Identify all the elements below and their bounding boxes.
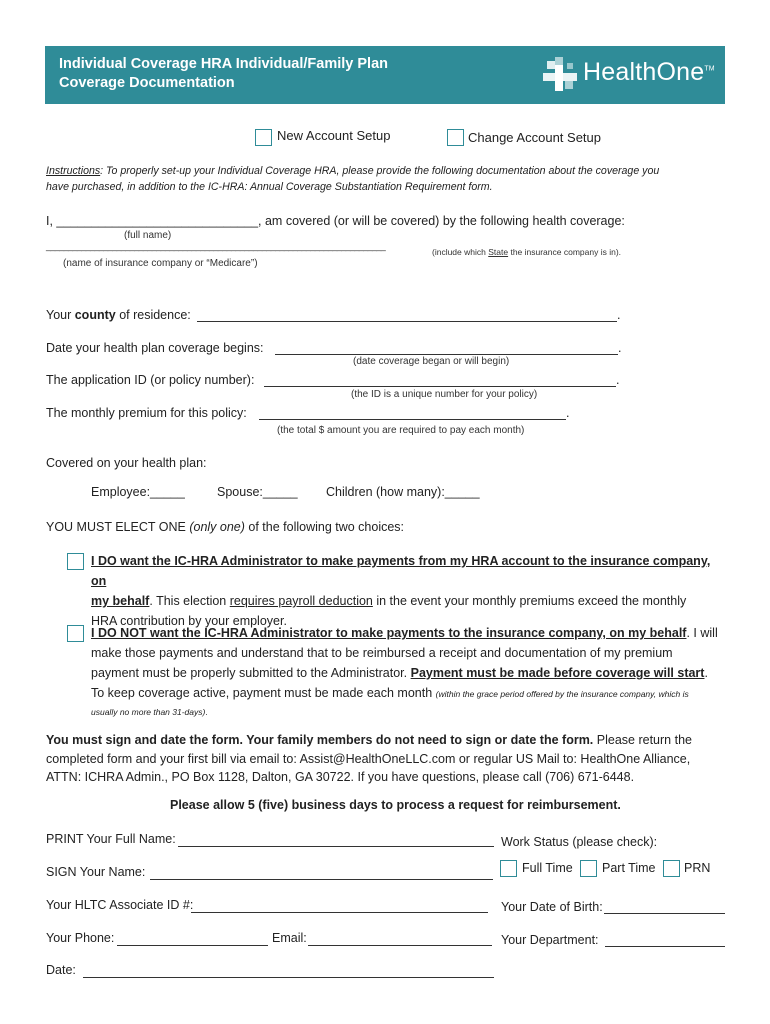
email-label: Email: bbox=[272, 931, 307, 945]
full-name-blank[interactable]: _____________________________ bbox=[56, 214, 259, 228]
processing-notice: Please allow 5 (five) business days to process a request for reimbursement. bbox=[170, 798, 621, 812]
instructions-line1: Instructions: To properly set-up your Individual Coverage HRA, please provide the following documentation about the coverage you bbox=[46, 165, 660, 177]
coverage-date-period: . bbox=[618, 341, 622, 355]
insurance-company-blank[interactable]: _____________________________________________________________________________ bbox=[46, 241, 386, 251]
county-period: . bbox=[617, 308, 621, 322]
healthone-logo bbox=[543, 56, 718, 94]
county-label: Your county of residence: bbox=[46, 308, 191, 322]
premium-input-line[interactable] bbox=[259, 419, 566, 420]
healthone-logo-mark-icon bbox=[543, 57, 579, 93]
form-title-line2: Coverage Documentation bbox=[59, 75, 235, 91]
premium-period: . bbox=[566, 406, 570, 420]
associate-id-label: Your HLTC Associate ID #: bbox=[46, 898, 194, 912]
coverage-statement: I, _____________________________, am covered (or will be covered) by the following health coverage: bbox=[46, 214, 625, 228]
department-label: Your Department: bbox=[501, 933, 599, 947]
covered-spouse[interactable]: Spouse:_____ bbox=[217, 485, 298, 499]
sign-name-input-line[interactable] bbox=[150, 879, 493, 880]
email-input-line[interactable] bbox=[308, 945, 492, 946]
state-hint: (include which State the insurance company is in). bbox=[432, 247, 622, 257]
date-of-birth-label: Your Date of Birth: bbox=[501, 900, 603, 914]
department-input-line[interactable] bbox=[605, 946, 725, 947]
new-account-setup-checkbox[interactable] bbox=[255, 129, 272, 146]
choice-do-want-checkbox[interactable] bbox=[67, 553, 84, 570]
covered-label: Covered on your health plan: bbox=[46, 456, 207, 470]
coverage-date-hint: (date coverage began or will begin) bbox=[353, 356, 510, 367]
premium-label: The monthly premium for this policy: bbox=[46, 406, 247, 420]
date-of-birth-input-line[interactable] bbox=[604, 913, 725, 914]
premium-hint: (the total $ amount you are required to pay each month) bbox=[277, 425, 525, 436]
coverage-date-input-line[interactable] bbox=[275, 354, 618, 355]
prn-label: PRN bbox=[684, 861, 711, 875]
application-id-period: . bbox=[616, 373, 620, 387]
print-name-label: PRINT Your Full Name: bbox=[46, 832, 176, 846]
work-status-label: Work Status (please check): bbox=[501, 835, 658, 849]
insurance-company-hint: (name of insurance company or “Medicare”) bbox=[63, 258, 258, 269]
choice-do-not-want-checkbox[interactable] bbox=[67, 625, 84, 642]
full-time-label: Full Time bbox=[522, 861, 573, 875]
covered-employee[interactable]: Employee:_____ bbox=[91, 485, 185, 499]
phone-label: Your Phone: bbox=[46, 931, 115, 945]
application-id-label: The application ID (or policy number): bbox=[46, 373, 255, 387]
phone-input-line[interactable] bbox=[117, 945, 268, 946]
instructions-line2: have purchased, in addition to the IC-HRA: Annual Coverage Substantiation Requirement form. bbox=[46, 181, 493, 193]
print-name-input-line[interactable] bbox=[178, 846, 494, 847]
elect-one-label: YOU MUST ELECT ONE (only one) of the following two choices: bbox=[46, 520, 405, 534]
part-time-label: Part Time bbox=[602, 861, 656, 875]
covered-children[interactable]: Children (how many):_____ bbox=[326, 485, 480, 499]
header-banner bbox=[45, 46, 725, 104]
application-id-hint: (the ID is a unique number for your policy) bbox=[351, 389, 538, 400]
part-time-checkbox[interactable] bbox=[580, 860, 597, 877]
choice-do-want-text: I DO want the IC-HRA Administrator to make payments from my HRA account to the insurance company, on my behalf. This election requires payroll deduction in the event your monthly premiums exceed the monthly HRA contribution by your employer. bbox=[91, 554, 711, 628]
full-name-hint: (full name) bbox=[124, 230, 172, 241]
date-input-line[interactable] bbox=[83, 977, 494, 978]
application-id-input-line[interactable] bbox=[264, 386, 616, 387]
form-title-line1: Individual Coverage HRA Individual/Family Plan bbox=[59, 56, 389, 72]
choice-do-not-want-text: I DO NOT want the IC-HRA Administrator to make payments to the insurance company, on my behalf. I will make those payments and understand that to be reimbursed a receipt and documentation of my premium payment must be properly submitted to the Administrator. Payment must be made before coverage will start. To keep coverage active, payment must be made each month (within the grace period offered by the insurance company, which is usually no more than 31-days). bbox=[91, 626, 718, 717]
form-title bbox=[59, 55, 388, 93]
logo-text: HealthOne™ bbox=[583, 58, 715, 86]
date-label: Date: bbox=[46, 963, 76, 977]
new-account-setup-label: New Account Setup bbox=[277, 128, 391, 143]
associate-id-input-line[interactable] bbox=[191, 912, 488, 913]
change-account-setup-label: Change Account Setup bbox=[468, 130, 601, 145]
prn-checkbox[interactable] bbox=[663, 860, 680, 877]
county-input-line[interactable] bbox=[197, 321, 617, 322]
return-instructions: You must sign and date the form. Your family members do not need to sign or date the form. Please return the completed form and your first bill via email to: Assist@HealthOneLLC.com or regular US Mail to: HealthOne Alliance, ATTN: ICHRA Admin., PO Box 1128, Dalton, GA 30722. If you have questions, please call (706) 671-6448. bbox=[46, 733, 692, 784]
sign-name-label: SIGN Your Name: bbox=[46, 865, 146, 879]
coverage-date-label: Date your health plan coverage begins: bbox=[46, 341, 264, 355]
full-time-checkbox[interactable] bbox=[500, 860, 517, 877]
change-account-setup-checkbox[interactable] bbox=[447, 129, 464, 146]
